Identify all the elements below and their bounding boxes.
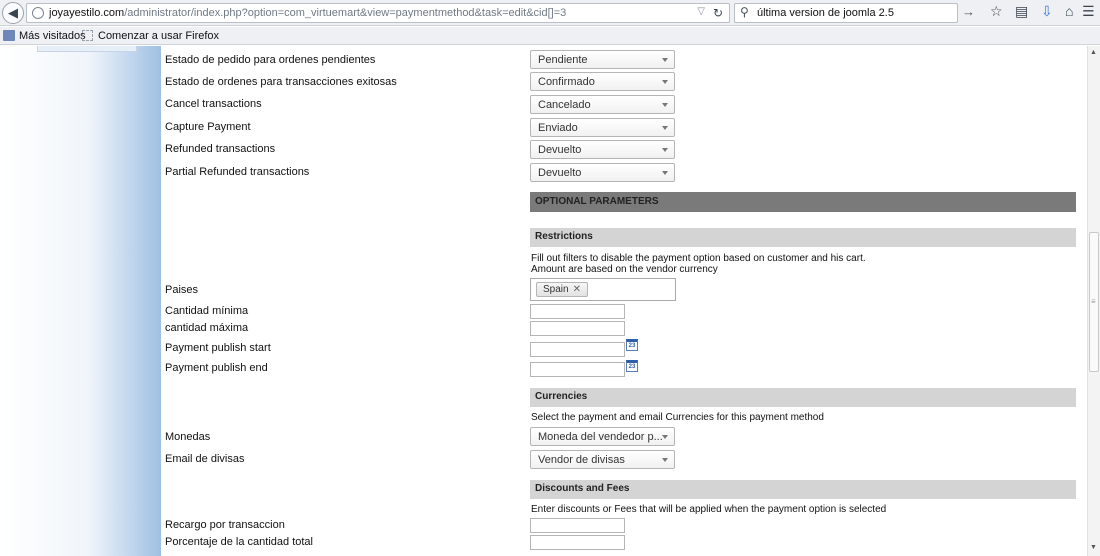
publish-end-input[interactable] (530, 362, 625, 377)
downloads-arrow-icon[interactable]: ⇩ (1041, 3, 1053, 19)
currencies-description: Select the payment and email Currencies for this payment method (531, 412, 824, 423)
label-cancel-transactions: Cancel transactions (165, 98, 262, 110)
url-history-dropdown-icon[interactable]: ▽ (697, 6, 705, 17)
publish-start-input[interactable] (530, 342, 625, 357)
chevron-down-icon (662, 58, 668, 62)
label-percent-total: Porcentaje de la cantidad total (165, 536, 313, 548)
restrictions-header (530, 228, 1076, 247)
currencies-header (530, 388, 1076, 407)
url-text (49, 7, 566, 19)
bookmarks-library-icon[interactable]: ▤ (1015, 3, 1029, 19)
menu-icon[interactable]: ☰ (1082, 3, 1095, 19)
chevron-down-icon (662, 103, 668, 107)
remove-tag-icon[interactable]: ✕ (572, 284, 581, 295)
url-bar[interactable] (26, 3, 730, 23)
sidebar-panel (37, 46, 137, 52)
chevron-down-icon (662, 126, 668, 130)
label-capture-payment: Capture Payment (165, 121, 251, 133)
label-transaction-fee: Recargo por transaccion (165, 519, 285, 531)
search-bar[interactable] (734, 3, 958, 23)
country-tag[interactable] (536, 282, 588, 297)
calendar-icon[interactable]: 23 (626, 339, 638, 351)
select-value: Moneda del vendedor p... (538, 431, 663, 443)
select-refunded[interactable] (530, 140, 675, 159)
select-capture-payment[interactable] (530, 118, 675, 137)
discounts-header (530, 480, 1076, 499)
select-value: Devuelto (538, 167, 582, 179)
restrictions-title: Restrictions (535, 231, 593, 242)
countries-multiselect[interactable] (530, 278, 676, 301)
calendar-icon[interactable]: 23 (626, 360, 638, 372)
chevron-down-icon (662, 435, 668, 439)
select-currency[interactable] (530, 427, 675, 446)
discounts-title: Discounts and Fees (535, 483, 630, 494)
label-success-status: Estado de ordenes para transacciones exitosas (165, 76, 397, 88)
label-pending-status: Estado de pedido para ordenes pendientes (165, 54, 376, 66)
back-arrow-icon[interactable]: ◀ (2, 2, 24, 24)
country-tag-label: Spain (543, 284, 569, 295)
max-amount-input[interactable] (530, 321, 625, 336)
optional-parameters-header (530, 192, 1076, 212)
select-value: Vendor de divisas (538, 454, 625, 466)
chevron-down-icon (662, 458, 668, 462)
min-amount-input[interactable] (530, 304, 625, 319)
select-value: Confirmado (538, 76, 595, 88)
label-publish-start: Payment publish start (165, 342, 271, 354)
home-icon[interactable]: ⌂ (1065, 3, 1074, 19)
bookmark-star-icon[interactable]: ☆ (990, 3, 1003, 19)
select-pending-status[interactable] (530, 50, 675, 69)
most-visited-icon (3, 30, 15, 41)
label-partial-refunded: Partial Refunded transactions (165, 166, 310, 178)
label-refunded: Refunded transactions (165, 143, 276, 155)
select-value: Cancelado (538, 99, 591, 111)
label-currencies: Monedas (165, 431, 211, 443)
restrictions-description-2: Amount are based on the vendor currency (531, 264, 718, 275)
discounts-description: Enter discounts or Fees that will be applied when the payment option is selected (531, 504, 887, 515)
globe-icon (32, 7, 44, 19)
chevron-down-icon (662, 80, 668, 84)
search-icon: ⚲ (740, 5, 749, 19)
select-email-currency[interactable] (530, 450, 675, 469)
page-icon (82, 30, 93, 41)
bookmarks-toolbar (0, 27, 1100, 45)
label-email-currency: Email de divisas (165, 453, 245, 465)
label-min-amount: Cantidad mínima (165, 305, 249, 317)
bookmark-getting-started[interactable]: Comenzar a usar Firefox (98, 30, 220, 42)
select-value: Enviado (538, 122, 578, 134)
optional-parameters-title: OPTIONAL PARAMETERS (535, 196, 659, 207)
scroll-up-icon[interactable]: ▲ (1090, 49, 1097, 56)
url-host: joyayestilo.com (49, 7, 125, 19)
chevron-down-icon (662, 148, 668, 152)
browser-navbar (0, 0, 1100, 26)
grip-icon: ≡ (1091, 297, 1096, 306)
label-countries: Paises (165, 284, 199, 296)
search-go-arrow-icon[interactable]: → (962, 4, 975, 19)
scroll-down-icon[interactable]: ▼ (1090, 544, 1097, 551)
label-max-amount: cantidad máxima (165, 322, 249, 334)
chevron-down-icon (662, 171, 668, 175)
select-partial-refunded[interactable] (530, 163, 675, 182)
select-value: Pendiente (538, 54, 588, 66)
select-value: Devuelto (538, 144, 582, 156)
select-cancel-transactions[interactable] (530, 95, 675, 114)
bookmark-most-visited[interactable]: Más visitados (19, 30, 86, 42)
label-publish-end: Payment publish end (165, 362, 268, 374)
select-success-status[interactable] (530, 72, 675, 91)
search-input[interactable]: última version de joomla 2.5 (757, 7, 894, 19)
reload-icon[interactable]: ↻ (712, 6, 723, 20)
currencies-title: Currencies (535, 391, 588, 402)
admin-sidebar (0, 46, 161, 556)
restrictions-description: Fill out filters to disable the payment option based on customer and his cart. (531, 253, 866, 264)
transaction-fee-input[interactable] (530, 518, 625, 533)
percent-total-input[interactable] (530, 535, 625, 550)
url-path: /administrator/index.php?option=com_virtuemart&view=paymentmethod&task=edit&cid[]=3 (124, 7, 567, 19)
